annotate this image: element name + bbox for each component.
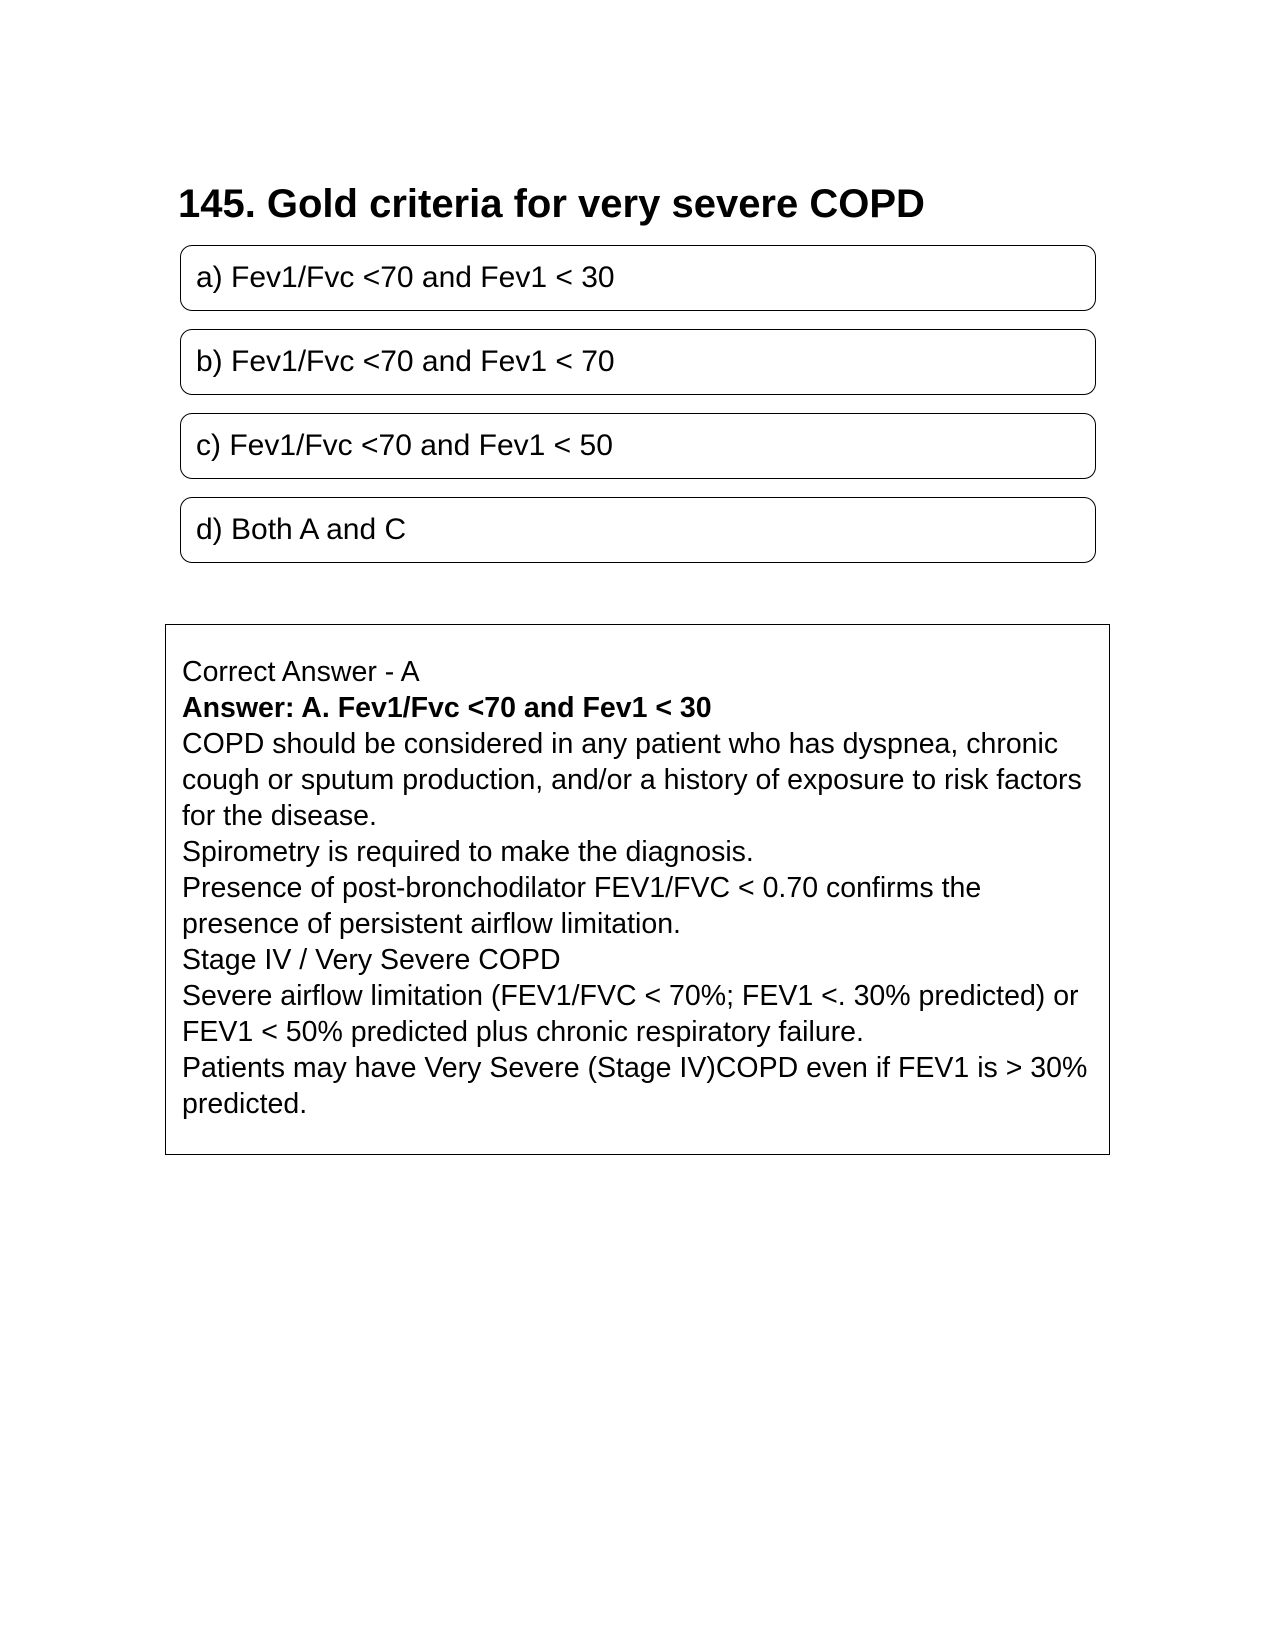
explanation-paragraph: Stage IV / Very Severe COPD xyxy=(182,944,561,976)
question-text: Gold criteria for very severe COPD xyxy=(266,182,925,226)
option-c[interactable]: c) Fev1/Fvc <70 and Fev1 < 50 xyxy=(180,413,1096,479)
explanation-paragraph: Patients may have Very Severe (Stage IV)COPD even if FEV1 is > 30% predicted. xyxy=(182,1052,1088,1120)
answer-explanation-box xyxy=(165,624,1110,1155)
question-number: 145. xyxy=(178,182,256,226)
answer-line: Answer: A. Fev1/Fvc <70 and Fev1 < 30 xyxy=(182,692,712,724)
correct-answer: Correct Answer - A xyxy=(182,656,420,688)
explanation-paragraph: Spirometry is required to make the diagnosis. xyxy=(182,836,754,868)
option-a[interactable]: a) Fev1/Fvc <70 and Fev1 < 30 xyxy=(180,245,1096,311)
explanation-paragraph: Presence of post-bronchodilator FEV1/FVC < 0.70 confirms the presence of persistent airflow limitation. xyxy=(182,872,982,940)
question-title xyxy=(178,178,925,230)
explanation-paragraph: COPD should be considered in any patient who has dyspnea, chronic cough or sputum production, and/or a history of exposure to risk factors for the disease. xyxy=(182,728,1082,832)
option-b[interactable]: b) Fev1/Fvc <70 and Fev1 < 70 xyxy=(180,329,1096,395)
explanation-paragraph: Severe airflow limitation (FEV1/FVC < 70%; FEV1 <. 30% predicted) or FEV1 < 50% predicted plus chronic respiratory failure. xyxy=(182,980,1079,1048)
option-d[interactable]: d) Both A and C xyxy=(180,497,1096,563)
